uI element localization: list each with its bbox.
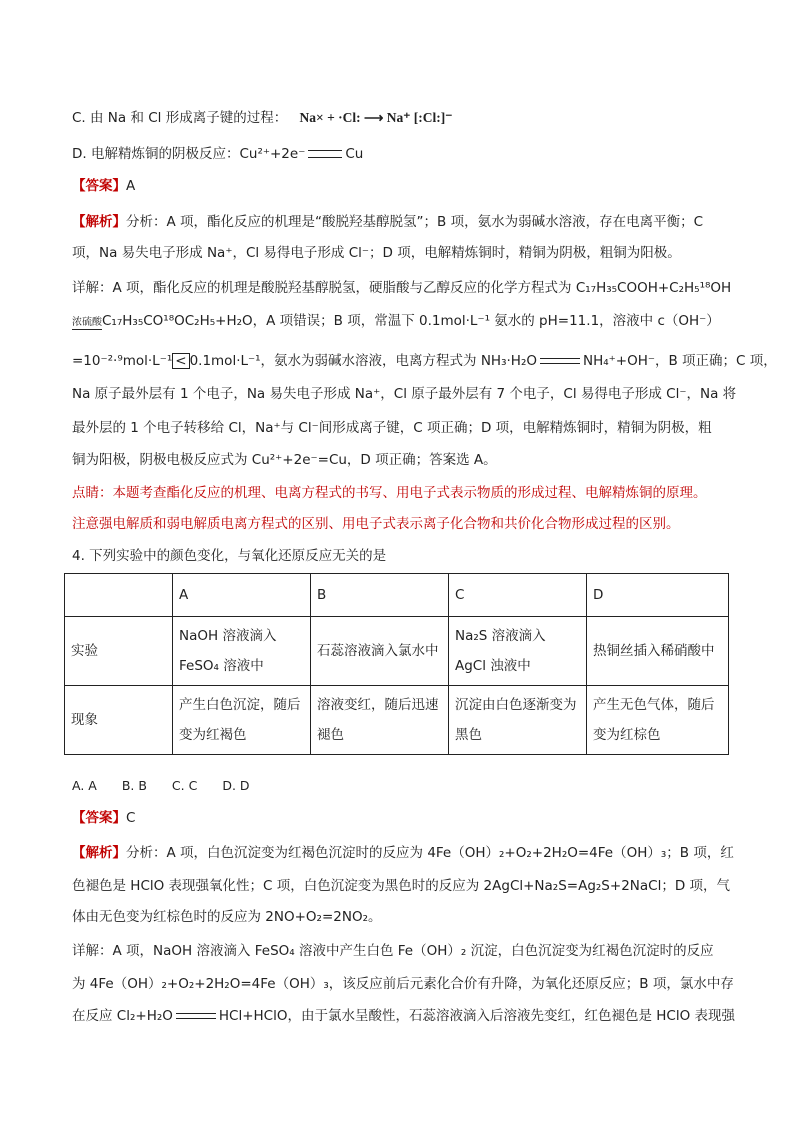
answer-tag: 【答案】 xyxy=(72,178,126,194)
table-cell: 沉淀由白色逐渐变为黑色 xyxy=(449,686,587,755)
answer-value: C xyxy=(126,810,136,826)
analysis-tag: 【解析】 xyxy=(72,845,126,861)
analysis-4-line5: 为 4Fe（OH）₂+O₂+2H₂O=4Fe（OH）₃，该反应前后元素化合价有升降，为氧化还原反应；B 项，氯水中存 xyxy=(72,976,734,992)
table-cell: 热铜丝插入稀硝酸中 xyxy=(587,617,729,686)
table-cell: D xyxy=(587,574,729,617)
analysis-text: 分析：A 项，白色沉淀变为红褐色沉淀时的反应为 4Fe（OH）₂+O₂+2H₂O=4Fe（OH）₃；B 项，红 xyxy=(126,845,734,861)
table-cell: B xyxy=(311,574,449,617)
option-c-label: C. 由 Na 和 Cl 形成离子键的过程： xyxy=(72,110,288,126)
analysis-text: C₁₇H₃₅CO¹⁸OC₂H₅+H₂O，A 项错误；B 项，常温下 0.1mol·L⁻¹ 氨水的 pH=11.1，溶液中 c（OH⁻） xyxy=(102,313,720,329)
analysis-4-line6 xyxy=(72,1006,735,1026)
table-cell: Na₂S 溶液滴入 AgCl 浊液中 xyxy=(449,617,587,686)
question-4-choices: A. A B. B C. C D. D xyxy=(72,778,250,793)
analysis-text: 分析：A 项，酯化反应的机理是“酸脱羟基醇脱氢”；B 项，氨水为弱碱水溶液，存在电离平衡；C xyxy=(126,214,703,230)
analysis-3-line1 xyxy=(72,212,703,232)
table-cell: NaOH 溶液滴入 FeSO₄ 溶液中 xyxy=(173,617,311,686)
answer-4 xyxy=(72,808,135,828)
analysis-4-line3: 体由无色变为红棕色时的反应为 2NO+O₂=2NO₂。 xyxy=(72,909,382,925)
analysis-text: NH₄⁺+OH⁻，B 项正确；C 项， xyxy=(582,353,777,369)
analysis-3-line3: 详解：A 项，酯化反应的机理是酸脱羟基醇脱氢，硬脂酸与乙醇反应的化学方程式为 C₁₇H₃₅COOH+C₂H₅¹⁸OH xyxy=(72,280,732,296)
analysis-text: 在反应 Cl₂+H₂O xyxy=(72,1008,173,1024)
analysis-text: =10⁻²·⁹mol·L⁻¹ xyxy=(72,353,173,369)
table-cell: C xyxy=(449,574,587,617)
analysis-tag: 【解析】 xyxy=(72,214,126,230)
analysis-4-line1 xyxy=(72,843,734,863)
option-d xyxy=(72,144,363,164)
question-4-stem: 4. 下列实验中的颜色变化，与氧化还原反应无关的是 xyxy=(72,548,387,564)
table-cell: 现象 xyxy=(65,686,173,755)
table-cell xyxy=(65,574,173,617)
answer-value: A xyxy=(126,178,136,194)
reaction-condition: 浓硫酸 xyxy=(72,317,102,328)
answer-tag: 【答案】 xyxy=(72,810,126,826)
point-line1: 点睛：本题考查酯化反应的机理、电离方程式的书写、用电子式表示物质的形成过程、电解精炼铜的原理。 xyxy=(72,485,707,501)
analysis-4-line4: 详解：A 项，NaOH 溶液滴入 FeSO₄ 溶液中产生白色 Fe（OH）₂ 沉淀，白色沉淀变为红褐色沉淀时的反应 xyxy=(72,943,714,959)
analysis-3-line5 xyxy=(72,351,777,371)
analysis-text: HCl+HClO，由于氯水呈酸性，石蕊溶液滴入后溶液先变红，红色褪色是 HClO 表现强 xyxy=(218,1008,736,1024)
table-cell: 产生白色沉淀，随后变为红褐色 xyxy=(173,686,311,755)
analysis-4-line2: 色褪色是 HClO 表现强氧化性；C 项，白色沉淀变为黑色时的反应为 2AgCl+Na₂S=Ag₂S+2NaCl；D 项，气 xyxy=(72,878,731,894)
analysis-text: 0.1mol·L⁻¹，氨水为弱碱水溶液，电离方程式为 NH₃·H₂O xyxy=(189,353,537,369)
table-row xyxy=(65,686,729,755)
option-d-product: Cu xyxy=(345,146,364,162)
table-cell: 实验 xyxy=(65,617,173,686)
option-c xyxy=(72,108,452,128)
reversible-arrow xyxy=(176,1012,216,1020)
table-row xyxy=(65,617,729,686)
reversible-arrow xyxy=(540,357,580,365)
analysis-3-line8: 铜为阳极，阴极电极反应式为 Cu²⁺+2e⁻=Cu，D 项正确；答案选 A。 xyxy=(72,452,497,468)
analysis-3-line6: Na 原子最外层有 1 个电子，Na 易失电子形成 Na⁺，Cl 原子最外层有 7 个电子，Cl 易得电子形成 Cl⁻，Na 将 xyxy=(72,386,737,402)
analysis-3-line7: 最外层的 1 个电子转移给 Cl，Na⁺与 Cl⁻间形成离子键，C 项正确；D 项，电解精炼铜时，精铜为阴极，粗 xyxy=(72,420,712,436)
analysis-3-line4 xyxy=(72,311,720,331)
table-cell: 产生无色气体，随后变为红棕色 xyxy=(587,686,729,755)
option-d-label: D. 电解精炼铜的阴极反应：Cu²⁺+2e⁻ xyxy=(72,146,306,162)
table-header-row xyxy=(65,574,729,617)
table-cell: 石蕊溶液滴入氯水中 xyxy=(311,617,449,686)
experiment-table xyxy=(64,573,729,755)
table-cell: 溶液变红，随后迅速褪色 xyxy=(311,686,449,755)
answer-3 xyxy=(72,176,135,196)
less-than-box: < xyxy=(172,353,189,369)
table-cell: A xyxy=(173,574,311,617)
equals-sign xyxy=(308,150,342,158)
electron-formula: Na× + ·Cl: ⟶ Na⁺ [:Cl:]⁻ xyxy=(299,110,453,125)
analysis-3-line2: 项，Na 易失电子形成 Na⁺，Cl 易得电子形成 Cl⁻；D 项，电解精炼铜时，精铜为阴极，粗铜为阳极。 xyxy=(72,245,681,261)
point-line2: 注意强电解质和弱电解质电离方程式的区别、用电子式表示离子化合物和共价化合物形成过程的区别。 xyxy=(72,516,680,532)
